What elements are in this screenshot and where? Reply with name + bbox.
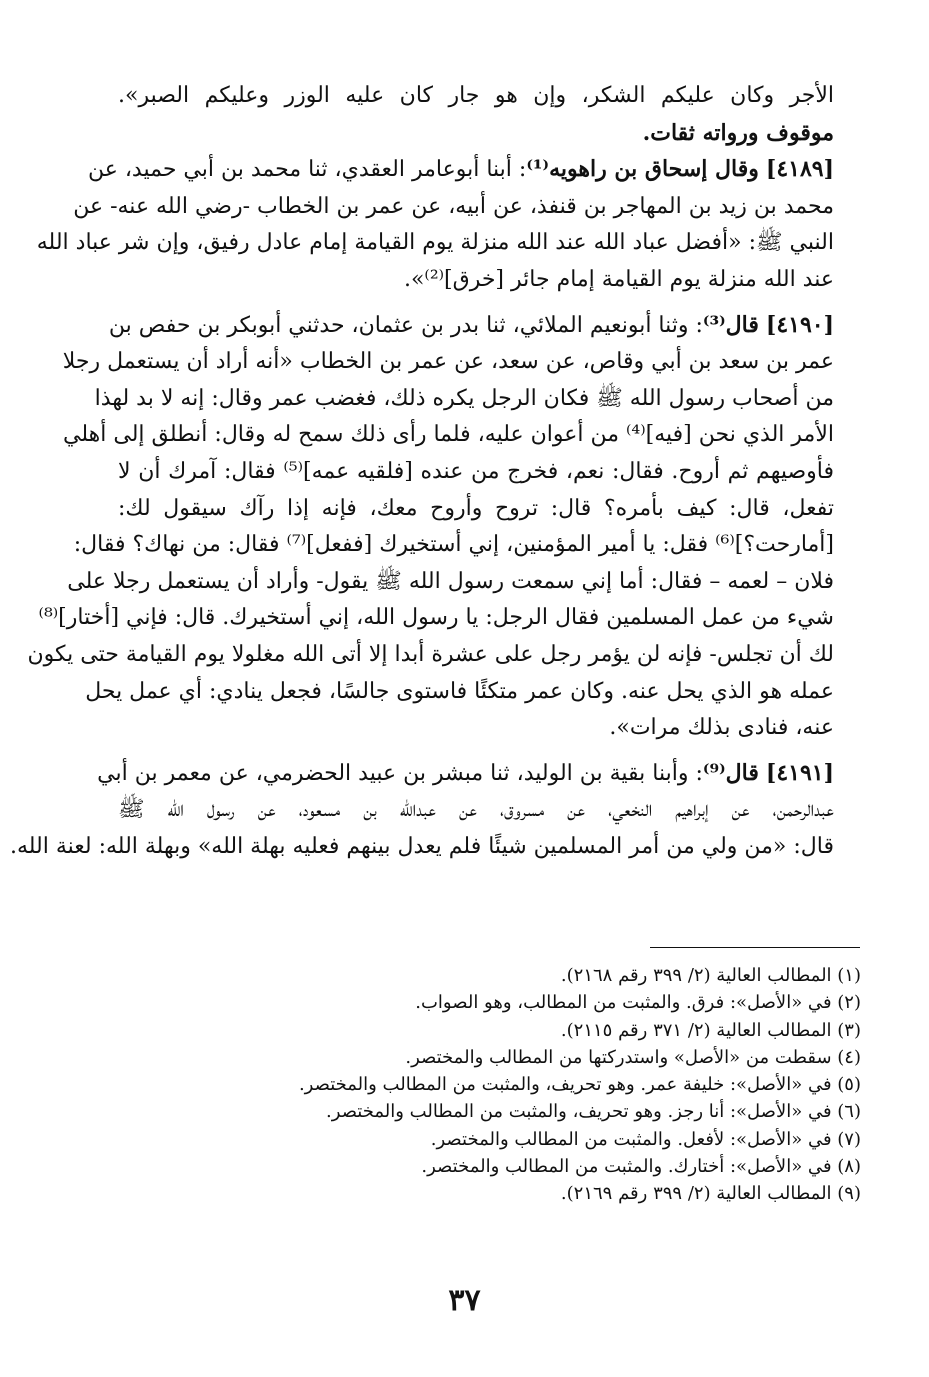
entry-4190-line: فلان – لعمه – فقال: أما إني سمعت رسول الله ﷺ يقول- وأراد أن يستعمل رجلا على: [67, 568, 834, 594]
entry-4190-line: عنه، فنادى بذلك مرات».: [609, 715, 834, 741]
entry-4189-first-text: : أبنا أبوعامر العقدي، ثنا محمد بن أبي حميد، عن: [87, 157, 527, 183]
entry-4191-number: [٤١٩١]: [765, 759, 834, 786]
entry-4190-line: تفعل، قال: كيف بأمره؟ قال: تروح وأروح معك، فإنه إذا رآك سيقول لك:: [118, 495, 834, 521]
footnote: (٤) سقطت من «الأصل» واستدركتها من المطالب والمختصر.: [405, 1046, 861, 1068]
entry-4191-first-line: [97, 755, 834, 793]
footnote: (٧) في «الأصل»: لأفعل. والمثبت من المطالب والمختصر.: [430, 1128, 861, 1150]
entry-4190-line: عمله هو الذي يحل عنه. وكان عمر متكئًا فاستوى جالسًا، فجعل ينادي: أي عمل يحل: [85, 678, 834, 704]
page-number: ٣٧: [448, 1283, 481, 1318]
footnote: (٢) في «الأصل»: فرق. والمثبت من المطالب، وهو الصواب.: [415, 992, 861, 1014]
entry-4190-first-line: [108, 307, 834, 345]
entry-4189-line: النبي ﷺ: «أفضل عباد الله عند الله منزلة يوم القيامة إمام عادل رفيق، وإن شر عباد الله: [36, 230, 834, 256]
footnote-separator: [650, 947, 860, 948]
entry-4191-line: قال: «من ولي من أمر المسلمين شيئًا فلم يعدل بينهم فعليه بهلة الله» وبهلة الله: لعنة الله.: [9, 833, 834, 859]
footnote: (٦) في «الأصل»: أنا رجز. وهو تحريف، والمثبت من المطالب والمختصر.: [326, 1101, 861, 1123]
entry-4190-line: لك أن تجلس- فإنه لن يؤمر رجل على عشرة أبدا إلا أتى الله مغلولا يوم القيامة حتى يكون: [27, 641, 834, 667]
entry-4190-line: فأوصيهم ثم أروح. فقال: نعم، فخرج من عنده [فلقيه عمه]⁽⁵⁾ فقال: آمرك أن لا: [118, 458, 834, 484]
footnote: (٨) في «الأصل»: أختارك. والمثبت من المطالب والمختصر.: [421, 1156, 861, 1178]
footnote: (١) المطالب العالية (٢/ ٣٩٩ رقم ٢١٦٨).: [560, 965, 861, 986]
footnotes: [221, 962, 861, 1208]
footnote: (٩) المطالب العالية (٢/ ٣٩٩ رقم ٢١٦٩).: [560, 1183, 861, 1205]
entry-4190-line: شيء من عمل المسلمين فقال الرجل: يا رسول الله، إني أستخيرك. قال: فإني [أختار]⁽⁸⁾: [38, 605, 834, 631]
entry-4190-first-text: : وثنا أبونعيم الملائي، ثنا بدر بن عثمان، حدثني أبوبكر بن حفص بن: [108, 312, 703, 338]
entry-4190-line: عمر بن سعد بن أبي وقاص، عن سعد، عن عمر بن الخطاب «أنه أراد أن يستعمل رجلا: [62, 349, 834, 375]
entry-4190-line: من أصحاب رسول الله ﷺ فكان الرجل يكره ذلك، فغضب عمر وقال: إنه لا بد لهذا: [94, 385, 834, 411]
intro-line: الأجر وكان عليكم الشكر، وإن هو جار كان عليه الوزر وعليكم الصبر».: [118, 83, 834, 108]
entry-4191-heading: قال⁽⁹⁾: [702, 759, 759, 786]
grading-note: موقوف ورواته ثقات.: [642, 119, 834, 146]
entry-4190-number: [٤١٩٠]: [765, 311, 834, 338]
entry-4189-line: عند الله منزلة يوم القيامة إمام جائر [خرق]⁽²⁾».: [403, 266, 834, 292]
entry-4190-line: [أمارحت؟]⁽⁶⁾ فقل: يا أمير المؤمنين، إني أستخيرك [ففعل]⁽⁷⁾ فقال: من نهاك؟ فقال:: [73, 532, 834, 558]
entry-4189-line: محمد بن زيد بن المهاجر بن قنفذ، عن أبيه، عن عمر بن الخطاب -رضي الله عنه- عن: [73, 193, 834, 219]
entry-4189-number: [٤١٨٩]: [765, 156, 834, 183]
footnote: (٣) المطالب العالية (٢/ ٣٧١ رقم ٢١١٥).: [560, 1019, 861, 1041]
entry-4191-first-text: : وأبنا بقية بن الوليد، ثنا مبشر بن عبيد الحضرمي، عن معمر بن أبي: [97, 760, 703, 786]
entry-4191-line: عبدالرحمن، عن إبراهيم النخعي، عن مسروق، عن عبدالله بن مسعود، عن رسول الله ﷺ: [118, 797, 834, 823]
main-text: [9, 78, 834, 865]
entry-4190-line: الأمر الذي نحن [فيه]⁽⁴⁾ من أعوان عليه، فلما رأى ذلك سمح له وقال: أنطلق إلى أهلي: [63, 422, 834, 448]
entry-4189-heading: وقال إسحاق بن راهويه⁽¹⁾: [526, 156, 759, 183]
footnote: (٥) في «الأصل»: خليفة عمر. وهو تحريف، والمثبت من المطالب والمختصر.: [298, 1074, 861, 1096]
entry-4189-first-line: [87, 151, 834, 189]
entry-4190-heading: قال⁽³⁾: [702, 311, 759, 338]
